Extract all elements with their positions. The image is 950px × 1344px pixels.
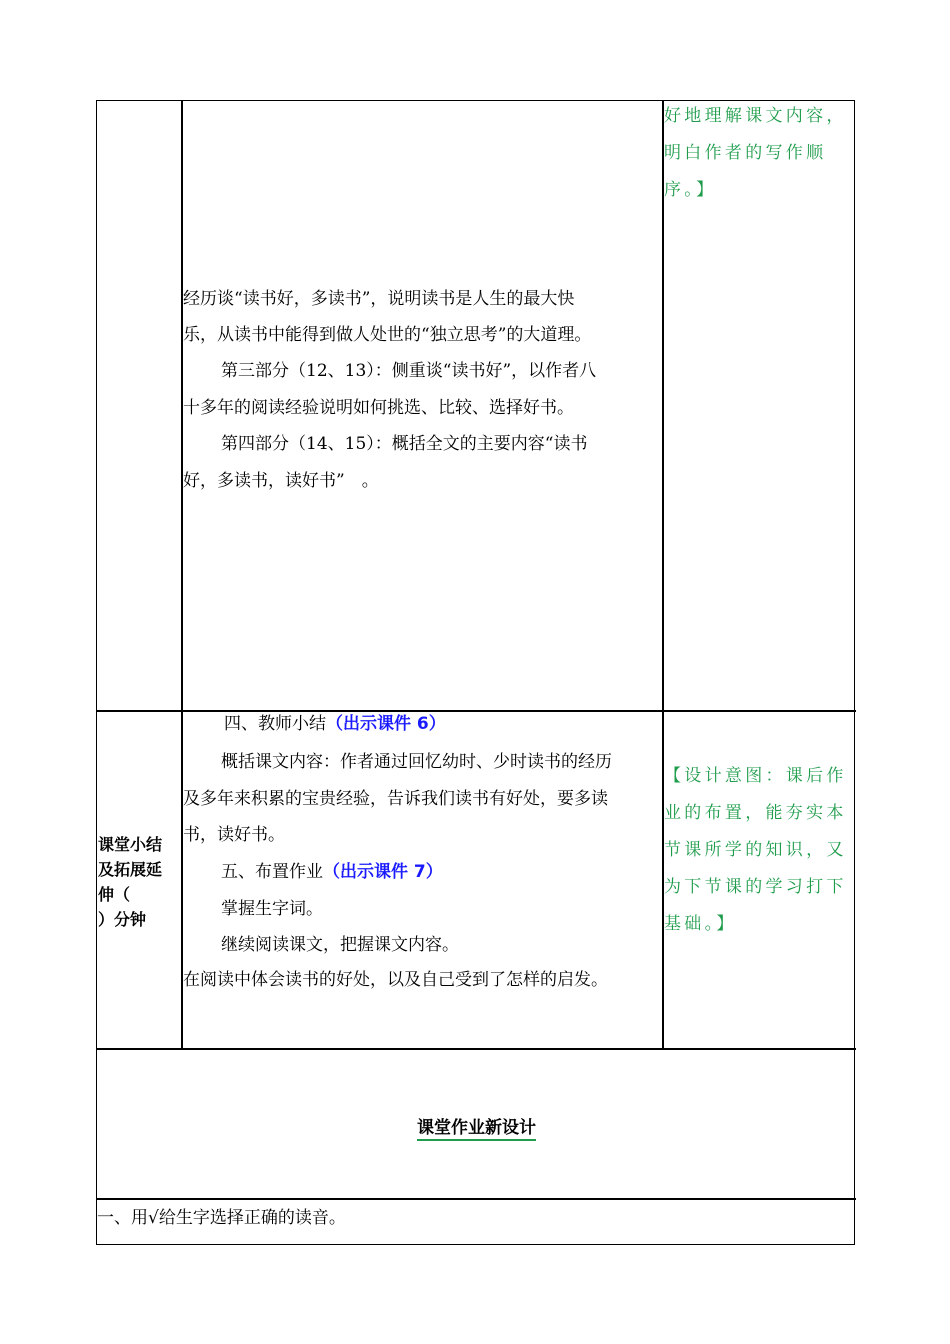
courseware-link[interactable]: （出示课件 6） <box>326 714 446 734</box>
design-note-line: 好地理解课文内容， <box>664 106 847 126</box>
content-line: 书，读好书。 <box>183 825 285 845</box>
content-line: 掌握生字词。 <box>221 899 323 919</box>
stage-label <box>98 832 180 932</box>
row-divider-2 <box>97 1048 856 1050</box>
heading-text: 五、布置作业 <box>221 862 323 882</box>
row-divider-1 <box>97 710 856 712</box>
design-note-line: 业的布置，能夯实本 <box>664 803 847 823</box>
content-line: 概括课文内容：作者通过回忆幼时、少时读书的经历 <box>221 752 612 772</box>
courseware-link[interactable]: （出示课件 7） <box>323 862 443 882</box>
content-line: 经历谈“读书好，多读书”，说明读书是人生的最大快 <box>183 289 575 309</box>
lesson-plan-table <box>96 100 855 1245</box>
content-line: 第三部分（12、13）：侧重谈“读书好”，以作者八 <box>221 361 597 381</box>
column-divider-1 <box>181 101 183 1049</box>
homework-title <box>97 1113 856 1138</box>
section-heading-homework <box>221 854 443 891</box>
heading-text: 四、教师小结 <box>224 714 326 734</box>
stage-label-line: ）分钟 <box>98 910 147 929</box>
design-note-line: 基础。】 <box>664 914 737 934</box>
design-note-line: 序。】 <box>664 180 717 200</box>
content-line: 十多年的阅读经验说明如何挑选、比较、选择好书。 <box>183 398 574 418</box>
content-line: 在阅读中体会读书的好处，以及自己受到了怎样的启发。 <box>183 970 608 990</box>
content-line: 乐，从读书中能得到做人处世的“独立思考”的大道理。 <box>183 325 592 345</box>
section-heading-summary <box>224 706 446 743</box>
design-note-line: 为下节课的学习打下 <box>664 877 847 897</box>
stage-label-line: 及拓展延 <box>98 860 163 879</box>
homework-title-text: 课堂作业新设计 <box>417 1118 536 1141</box>
design-note-line: 【设计意图：课后作 <box>664 766 847 786</box>
stage-label-line: 伸（ <box>98 885 131 904</box>
stage-label-line: 课堂小结 <box>98 835 163 854</box>
content-line: 及多年来积累的宝贵经验，告诉我们读书有好处，要多读 <box>183 789 608 809</box>
design-note-line: 明白作者的写作顺 <box>664 143 827 163</box>
design-note-line: 节课所学的知识，又 <box>664 840 847 860</box>
question-1: 一、用√给生字选择正确的读音。 <box>97 1208 346 1228</box>
content-line: 第四部分（14、15）：概括全文的主要内容“读书 <box>221 434 588 454</box>
content-line: 继续阅读课文，把握课文内容。 <box>221 935 459 955</box>
content-line: 好，多读书，读好书” 。 <box>183 471 379 491</box>
